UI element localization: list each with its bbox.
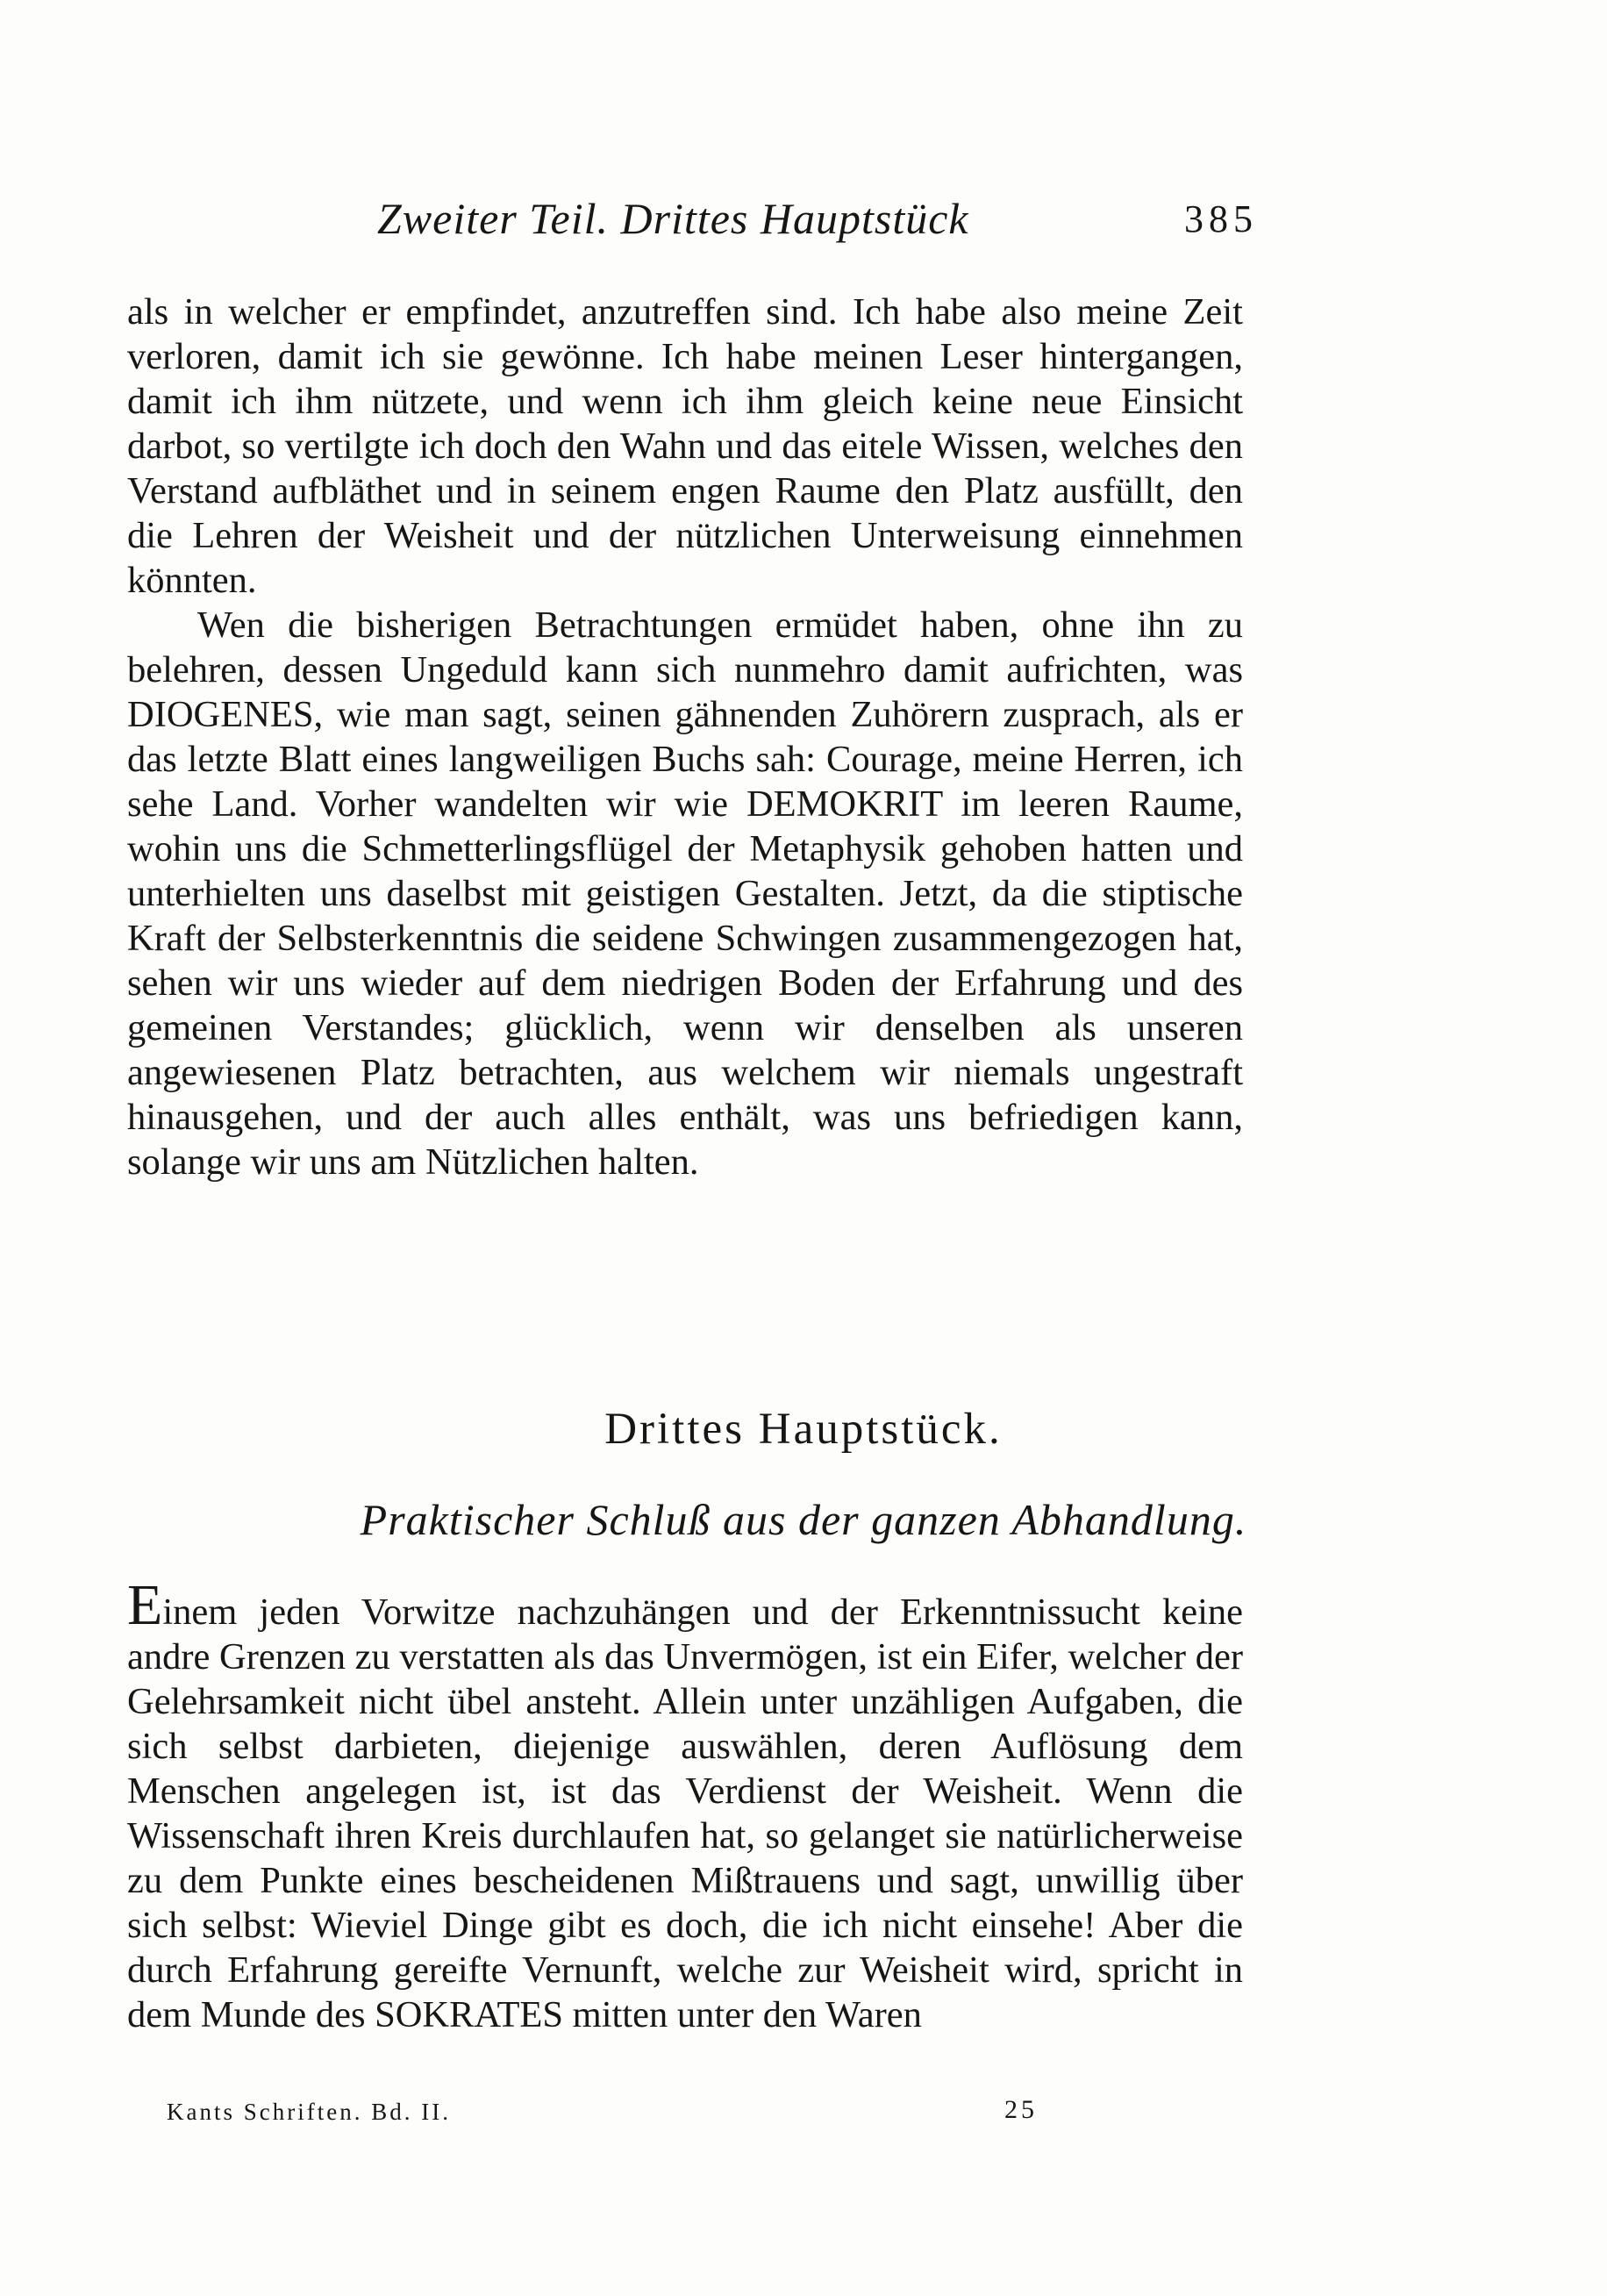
chapter-heading: Drittes Hauptstück.: [604, 1405, 1003, 1454]
paragraph-chapter-opening: [127, 1573, 1243, 2037]
running-title: Zweiter Teil. Drittes Hauptstück: [377, 194, 969, 243]
paragraph-conclusion: [127, 603, 1243, 1184]
paragraph-continuation: [127, 290, 1243, 603]
paragraph-text: Einem jeden Vorwitze nachzuhängen und der Erkenntnissucht keine andre Grenzen zu verstatten als das Unvermögen, ist ein Eifer, welcher der Gelehrsamkeit nicht übel ansteht. Allein unter unzähligen Aufgaben, die sich selbst darbieten, diejenige auswählen, deren Auflösung dem Menschen angelegen ist, ist das Verdienst der Weisheit. Wenn die Wissenschaft ihren Kreis durchlaufen hat, so gelanget sie natürlicherweise zu dem Punkte eines bescheidenen Mißtrauens und sagt, unwillig über sich selbst: Wieviel Dinge gibt es doch, die ich nicht einsehe! Aber die durch Erfahrung gereifte Vernunft, welche zur Weisheit wird, spricht in dem Munde des SOKRATES mitten unter den Waren: [127, 1573, 1243, 2035]
signature-number: 25: [1004, 2095, 1038, 2124]
paragraph-text: Wen die bisherigen Betrachtungen ermüdet haben, ohne ihn zu belehren, dessen Ungeduld kann sich nunmehro damit aufrichten, was DIOGENES, wie man sagt, seinen gähnenden Zuhörern zusprach, als er das letzte Blatt eines langweiligen Buchs sah: Courage, meine Herren, ich sehe Land. Vorher wandelten wir wie DEMOKRIT im leeren Raume, wohin uns die Schmetterlingsflügel der Metaphysik gehoben hatten und unterhielten uns daselbst mit geistigen Gestalten. Jetzt, da die stiptische Kraft der Selbsterkenntnis die seidene Schwingen zusammengezogen hat, sehen wir uns wieder auf dem niedrigen Boden der Erfahrung und des gemeinen Verstandes; glücklich, wenn wir denselben als unseren angewiesenen Platz betrachten, aus welchem wir niemals ungestraft hinausgehen, und der auch alles enthält, was uns befriedigen kann, solange wir uns am Nützlichen halten.: [127, 604, 1243, 1183]
printer-signature: Kants Schriften. Bd. II.: [167, 2099, 451, 2125]
page-footer: [0, 2095, 1607, 2134]
chapter-subtitle: Praktischer Schluß aus der ganzen Abhandlung.: [360, 1495, 1247, 1544]
paragraph-text: als in welcher er empfindet, anzutreffen sind. Ich habe also meine Zeit verloren, damit ich sie gewönne. Ich habe meinen Leser hintergangen, damit ich ihm nützete, und wenn ich ihm gleich keine neue Einsicht darbot, so vertilgte ich doch den Wahn und das eitele Wissen, welches den Verstand aufbläthet und in seinem engen Raume den Platz ausfüllt, den die Lehren der Weisheit und der nützlichen Unterweisung einnehmen könnten.: [127, 291, 1243, 601]
running-head: [0, 193, 1607, 254]
page-number: 385: [1184, 197, 1258, 240]
